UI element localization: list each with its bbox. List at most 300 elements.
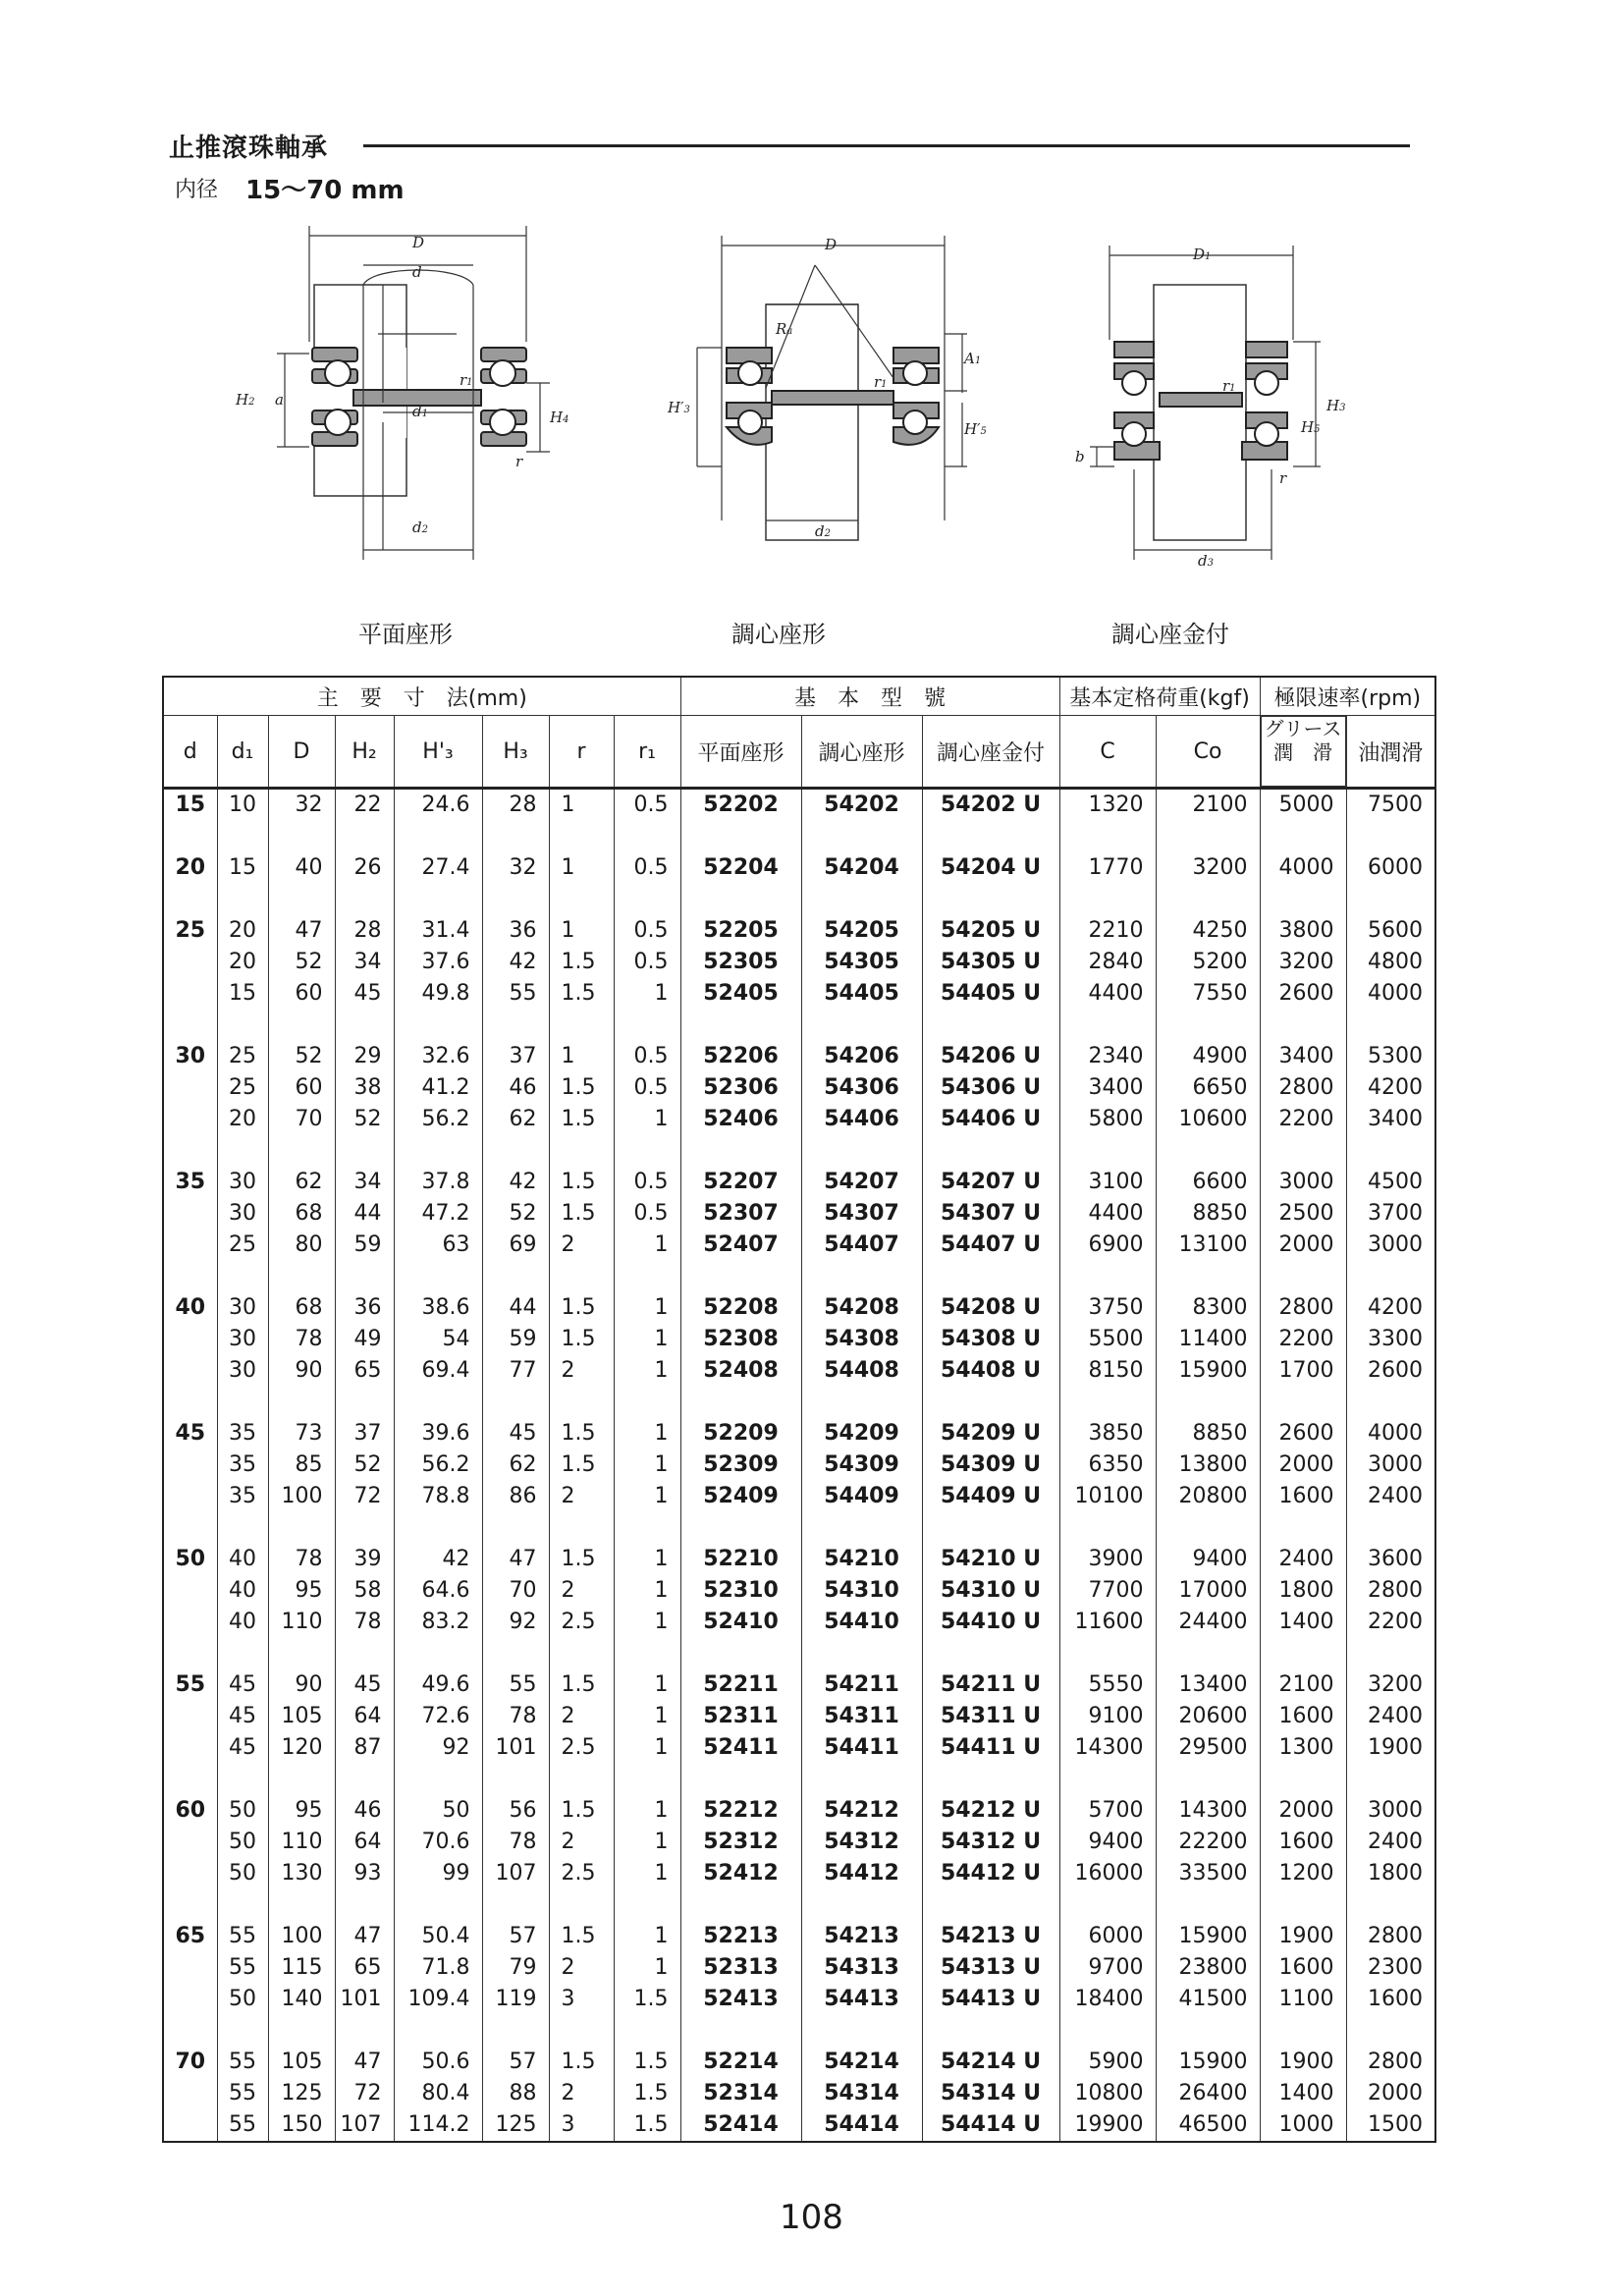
spacer-cell — [217, 1135, 268, 1167]
table-row — [163, 1072, 1435, 1104]
table-cell: 2400 — [1346, 1481, 1435, 1512]
svg-text:d2: d2 — [412, 519, 428, 536]
diagram-label-flat: 平面座形 — [358, 621, 453, 648]
table-cell: 45 — [217, 1701, 268, 1732]
group-spacer — [163, 2015, 1435, 2047]
spacer-cell — [268, 1512, 335, 1544]
table-cell: 71.8 — [394, 1952, 482, 1984]
table-row — [163, 978, 1435, 1010]
table-cell: 1320 — [1059, 789, 1156, 822]
table-cell: 72.6 — [394, 1701, 482, 1732]
spacer-cell — [394, 884, 482, 915]
table-cell: 54311 U — [922, 1701, 1059, 1732]
table-cell: 40 — [217, 1544, 268, 1575]
table-cell: 2000 — [1260, 1449, 1346, 1481]
table-cell: 2600 — [1260, 978, 1346, 1010]
group-spacer — [163, 1638, 1435, 1669]
spacer-cell — [394, 1764, 482, 1795]
table-cell: 30 — [217, 1198, 268, 1230]
table-cell: 2210 — [1059, 915, 1156, 947]
table-cell: 42 — [482, 947, 549, 978]
bore-d-cell — [163, 1355, 217, 1387]
spacer-cell — [1059, 1261, 1156, 1292]
spacer-cell — [1156, 1764, 1260, 1795]
table-cell: 1 — [614, 1669, 680, 1701]
table-cell: 2 — [549, 1701, 614, 1732]
aligning-seat-diagram — [667, 236, 987, 540]
table-row — [163, 852, 1435, 884]
table-cell: 29 — [335, 1041, 394, 1072]
table-cell: 54204 — [801, 852, 922, 884]
table-cell: 3 — [549, 2109, 614, 2142]
spacer-cell — [335, 1889, 394, 1921]
table-cell: 31.4 — [394, 915, 482, 947]
table-cell: 3400 — [1260, 1041, 1346, 1072]
table-cell: 37 — [482, 1041, 549, 1072]
table-cell: 50 — [394, 1795, 482, 1827]
table-row — [163, 2078, 1435, 2109]
table-cell: 1500 — [1346, 2109, 1435, 2142]
table-cell: 54313 — [801, 1952, 922, 1984]
spacer-cell — [922, 884, 1059, 915]
table-cell: 54309 U — [922, 1449, 1059, 1481]
table-cell: 1.5 — [549, 1072, 614, 1104]
table-cell: 3000 — [1346, 1795, 1435, 1827]
bore-d-cell — [163, 2078, 217, 2109]
table-cell: 62 — [482, 1449, 549, 1481]
table-cell: 54214 U — [922, 2047, 1059, 2078]
svg-text:H5: H5 — [1301, 418, 1321, 436]
spacer-cell — [335, 1512, 394, 1544]
spacer-cell — [268, 1387, 335, 1418]
spacer-cell — [163, 1764, 217, 1795]
table-cell: 69.4 — [394, 1355, 482, 1387]
table-cell: 3 — [549, 1984, 614, 2015]
table-cell: 32 — [482, 852, 549, 884]
bore-d-cell: 35 — [163, 1167, 217, 1198]
table-cell: 5600 — [1346, 915, 1435, 947]
table-cell: 2 — [549, 1355, 614, 1387]
table-cell: 52 — [268, 947, 335, 978]
table-cell: 1600 — [1260, 1827, 1346, 1858]
spacer-cell — [482, 1261, 549, 1292]
spacer-cell — [680, 821, 801, 852]
table-row — [163, 1355, 1435, 1387]
spacer-cell — [1156, 2015, 1260, 2047]
column-header: r₁ — [614, 716, 680, 789]
bore-d-cell — [163, 1230, 217, 1261]
table-cell: 1600 — [1260, 1701, 1346, 1732]
spacer-cell — [922, 1261, 1059, 1292]
bore-label: 内径 — [175, 178, 219, 202]
table-cell: 1300 — [1260, 1732, 1346, 1764]
table-cell: 100 — [268, 1921, 335, 1952]
table-cell: 54210 — [801, 1544, 922, 1575]
table-cell: 15900 — [1156, 1921, 1260, 1952]
table-cell: 68 — [268, 1292, 335, 1324]
spacer-cell — [549, 1889, 614, 1921]
table-cell: 65 — [335, 1355, 394, 1387]
table-cell: 1800 — [1260, 1575, 1346, 1607]
table-cell: 14300 — [1156, 1795, 1260, 1827]
group-spacer — [163, 1387, 1435, 1418]
table-cell: 54209 U — [922, 1418, 1059, 1449]
table-cell: 2840 — [1059, 947, 1156, 978]
spacer-cell — [614, 1512, 680, 1544]
spacer-cell — [801, 1010, 922, 1041]
svg-text:d: d — [412, 263, 422, 281]
table-cell: 30 — [217, 1355, 268, 1387]
table-cell: 5550 — [1059, 1669, 1156, 1701]
spacer-cell — [163, 1387, 217, 1418]
table-cell: 83.2 — [394, 1607, 482, 1638]
spacer-cell — [335, 884, 394, 915]
table-cell: 40 — [217, 1575, 268, 1607]
table-cell: 54305 U — [922, 947, 1059, 978]
table-cell: 34 — [335, 947, 394, 978]
table-cell: 78 — [268, 1324, 335, 1355]
spacer-cell — [1059, 1638, 1156, 1669]
table-row — [163, 1701, 1435, 1732]
table-cell: 52 — [335, 1104, 394, 1135]
table-cell: 63 — [394, 1230, 482, 1261]
table-cell: 1 — [549, 915, 614, 947]
table-cell: 54306 U — [922, 1072, 1059, 1104]
table-cell: 70 — [268, 1104, 335, 1135]
spacer-cell — [549, 1387, 614, 1418]
table-cell: 41.2 — [394, 1072, 482, 1104]
svg-text:d1: d1 — [412, 403, 428, 420]
table-cell: 54409 U — [922, 1481, 1059, 1512]
svg-text:H4: H4 — [550, 409, 569, 426]
table-cell: 14300 — [1059, 1732, 1156, 1764]
bore-d-cell — [163, 1984, 217, 2015]
table-cell: 2000 — [1260, 1230, 1346, 1261]
table-cell: 2600 — [1346, 1355, 1435, 1387]
table-cell: 93 — [335, 1858, 394, 1889]
table-cell: 54205 U — [922, 915, 1059, 947]
spacer-cell — [1156, 1512, 1260, 1544]
table-cell: 52214 — [680, 2047, 801, 2078]
table-cell: 2200 — [1260, 1104, 1346, 1135]
spacer-cell — [394, 1889, 482, 1921]
bore-d-cell — [163, 1575, 217, 1607]
table-cell: 20600 — [1156, 1701, 1260, 1732]
column-header: 油潤滑 — [1346, 716, 1435, 789]
table-cell: 22200 — [1156, 1827, 1260, 1858]
table-cell: 54310 U — [922, 1575, 1059, 1607]
table-cell: 54308 — [801, 1324, 922, 1355]
group-spacer — [163, 1889, 1435, 1921]
table-cell: 3200 — [1260, 947, 1346, 978]
spacer-cell — [614, 1889, 680, 1921]
table-cell: 39 — [335, 1544, 394, 1575]
table-cell: 54305 — [801, 947, 922, 978]
table-cell: 140 — [268, 1984, 335, 2015]
table-cell: 56.2 — [394, 1449, 482, 1481]
table-cell: 54410 — [801, 1607, 922, 1638]
table-cell: 105 — [268, 1701, 335, 1732]
spacer-cell — [549, 2015, 614, 2047]
table-cell: 5200 — [1156, 947, 1260, 978]
table-cell: 78 — [482, 1827, 549, 1858]
table-cell: 54202 — [801, 789, 922, 822]
svg-text:d2: d2 — [815, 522, 831, 540]
table-cell: 10 — [217, 789, 268, 822]
spacer-cell — [394, 1638, 482, 1669]
table-cell: 49.8 — [394, 978, 482, 1010]
bearing-table — [162, 676, 1436, 2143]
table-cell: 3000 — [1260, 1167, 1346, 1198]
spacer-cell — [1346, 821, 1435, 852]
table-cell: 58 — [335, 1575, 394, 1607]
table-cell: 0.5 — [614, 1072, 680, 1104]
page-title: 止推滾珠軸承 — [169, 134, 329, 163]
svg-text:a: a — [275, 391, 284, 409]
table-row — [163, 1324, 1435, 1355]
table-cell: 1.5 — [549, 978, 614, 1010]
spacer-cell — [217, 2015, 268, 2047]
table-cell: 9400 — [1156, 1544, 1260, 1575]
spacer-cell — [482, 821, 549, 852]
table-cell: 1 — [549, 789, 614, 822]
table-cell: 24400 — [1156, 1607, 1260, 1638]
spacer-cell — [163, 1889, 217, 1921]
table-cell: 42 — [394, 1544, 482, 1575]
table-cell: 52212 — [680, 1795, 801, 1827]
table-cell: 1 — [614, 1230, 680, 1261]
spacer-cell — [335, 1010, 394, 1041]
table-cell: 2400 — [1346, 1827, 1435, 1858]
table-cell: 45 — [335, 1669, 394, 1701]
table-row — [163, 1544, 1435, 1575]
table-cell: 2500 — [1260, 1198, 1346, 1230]
table-cell: 6600 — [1156, 1167, 1260, 1198]
table-cell: 54405 U — [922, 978, 1059, 1010]
spacer-cell — [549, 1512, 614, 1544]
spacer-cell — [614, 1764, 680, 1795]
table-cell: 15 — [217, 978, 268, 1010]
table-cell: 114.2 — [394, 2109, 482, 2142]
spacer-cell — [1260, 821, 1346, 852]
spacer-cell — [1260, 1889, 1346, 1921]
table-cell: 54202 U — [922, 789, 1059, 822]
table-cell: 54207 — [801, 1167, 922, 1198]
table-cell: 52414 — [680, 2109, 801, 2142]
table-cell: 2800 — [1346, 2047, 1435, 2078]
column-header: H₂ — [335, 716, 394, 789]
table-cell: 52202 — [680, 789, 801, 822]
table-cell: 4200 — [1346, 1072, 1435, 1104]
table-cell: 8300 — [1156, 1292, 1260, 1324]
table-cell: 1600 — [1260, 1481, 1346, 1512]
spacer-cell — [217, 821, 268, 852]
group-header-loads: 基本定格荷重(kgf) — [1059, 677, 1260, 716]
table-cell: 2 — [549, 1230, 614, 1261]
spacer-cell — [549, 1764, 614, 1795]
table-cell: 4000 — [1346, 1418, 1435, 1449]
table-cell: 78 — [482, 1701, 549, 1732]
column-header: グリース潤 滑 — [1261, 716, 1346, 787]
column-header: C — [1059, 716, 1156, 789]
table-cell: 2.5 — [549, 1607, 614, 1638]
table-cell: 11600 — [1059, 1607, 1156, 1638]
spacer-cell — [163, 1638, 217, 1669]
table-cell: 0.5 — [614, 1198, 680, 1230]
spacer-cell — [1059, 1387, 1156, 1418]
table-cell: 52210 — [680, 1544, 801, 1575]
spacer-cell — [268, 1010, 335, 1041]
group-spacer — [163, 1135, 1435, 1167]
table-cell: 92 — [482, 1607, 549, 1638]
table-cell: 80.4 — [394, 2078, 482, 2109]
table-cell: 2800 — [1260, 1292, 1346, 1324]
table-row — [163, 1198, 1435, 1230]
spacer-cell — [549, 1010, 614, 1041]
group-spacer — [163, 821, 1435, 852]
table-cell: 47 — [335, 1921, 394, 1952]
spacer-cell — [163, 1261, 217, 1292]
table-cell: 2100 — [1260, 1669, 1346, 1701]
table-cell: 57 — [482, 2047, 549, 2078]
spacer-cell — [1156, 1261, 1260, 1292]
spacer-cell — [922, 1387, 1059, 1418]
table-cell: 110 — [268, 1607, 335, 1638]
table-cell: 2 — [549, 1952, 614, 1984]
table-row — [163, 915, 1435, 947]
table-cell: 62 — [482, 1104, 549, 1135]
spacer-cell — [394, 2015, 482, 2047]
spacer-cell — [680, 1638, 801, 1669]
column-header: d — [163, 716, 217, 789]
svg-text:r: r — [1279, 469, 1287, 487]
bore-d-cell — [163, 1952, 217, 1984]
table-cell: 54 — [394, 1324, 482, 1355]
table-cell: 50 — [217, 1984, 268, 2015]
table-cell: 13800 — [1156, 1449, 1260, 1481]
table-cell: 2 — [549, 1827, 614, 1858]
spacer-cell — [1260, 1638, 1346, 1669]
table-cell: 44 — [335, 1198, 394, 1230]
table-cell: 85 — [268, 1449, 335, 1481]
table-row — [163, 1449, 1435, 1481]
group-header-types: 基 本 型 號 — [680, 677, 1059, 716]
spacer-cell — [801, 1764, 922, 1795]
column-header: 平面座形 — [680, 716, 801, 789]
svg-text:H2: H2 — [236, 391, 255, 409]
table-cell: 52204 — [680, 852, 801, 884]
table-cell: 52311 — [680, 1701, 801, 1732]
table-row — [163, 1795, 1435, 1827]
table-cell: 52 — [335, 1449, 394, 1481]
spacer-cell — [1156, 1638, 1260, 1669]
spacer-cell — [1059, 1010, 1156, 1041]
bore-d-cell: 60 — [163, 1795, 217, 1827]
table-cell: 54411 U — [922, 1732, 1059, 1764]
table-cell: 130 — [268, 1858, 335, 1889]
spacer-cell — [394, 821, 482, 852]
spacer-cell — [268, 884, 335, 915]
table-cell: 0.5 — [614, 1167, 680, 1198]
table-cell: 2340 — [1059, 1041, 1156, 1072]
spacer-cell — [680, 1261, 801, 1292]
bore-d-cell — [163, 1072, 217, 1104]
table-cell: 1.5 — [549, 1198, 614, 1230]
table-cell: 54313 U — [922, 1952, 1059, 1984]
bore-d-cell — [163, 1104, 217, 1135]
table-cell: 34 — [335, 1167, 394, 1198]
table-cell: 36 — [482, 915, 549, 947]
table-cell: 3400 — [1346, 1104, 1435, 1135]
spacer-cell — [335, 1261, 394, 1292]
table-cell: 4000 — [1346, 978, 1435, 1010]
table-cell: 30 — [217, 1292, 268, 1324]
spacer-cell — [801, 884, 922, 915]
table-body — [163, 789, 1435, 2143]
column-header: H'₃ — [394, 716, 482, 789]
table-cell: 54411 — [801, 1732, 922, 1764]
spacer-cell — [482, 1135, 549, 1167]
bore-d-cell: 25 — [163, 915, 217, 947]
spacer-cell — [614, 1010, 680, 1041]
table-cell: 1 — [614, 1418, 680, 1449]
spacer-cell — [335, 821, 394, 852]
spacer-cell — [394, 1387, 482, 1418]
table-cell: 54406 U — [922, 1104, 1059, 1135]
table-cell: 52213 — [680, 1921, 801, 1952]
table-cell: 70 — [482, 1575, 549, 1607]
table-cell: 2.5 — [549, 1732, 614, 1764]
spacer-cell — [1156, 1889, 1260, 1921]
table-cell: 95 — [268, 1795, 335, 1827]
table-cell: 2 — [549, 1481, 614, 1512]
table-cell: 1 — [614, 1449, 680, 1481]
table-row — [163, 1230, 1435, 1261]
table-cell: 1700 — [1260, 1355, 1346, 1387]
table-cell: 1900 — [1260, 2047, 1346, 2078]
table-cell: 0.5 — [614, 789, 680, 822]
spacer-cell — [482, 1512, 549, 1544]
spacer-cell — [680, 1512, 801, 1544]
spacer-cell — [1346, 1135, 1435, 1167]
table-cell: 1 — [614, 1607, 680, 1638]
table-row — [163, 1984, 1435, 2015]
table-cell: 55 — [482, 1669, 549, 1701]
table-cell: 78.8 — [394, 1481, 482, 1512]
table-cell: 4250 — [1156, 915, 1260, 947]
table-cell: 47 — [335, 2047, 394, 2078]
table-cell: 9100 — [1059, 1701, 1156, 1732]
washer-seat-diagram — [1075, 246, 1345, 570]
table-cell: 125 — [482, 2109, 549, 2142]
spacer-cell — [1156, 1010, 1260, 1041]
table-cell: 3600 — [1346, 1544, 1435, 1575]
spacer-cell — [614, 884, 680, 915]
table-cell: 88 — [482, 2078, 549, 2109]
table-cell: 3000 — [1346, 1230, 1435, 1261]
table-cell: 1000 — [1260, 2109, 1346, 2142]
table-cell: 1.5 — [549, 1795, 614, 1827]
svg-text:b: b — [1075, 448, 1085, 465]
svg-text:r1: r1 — [874, 373, 888, 391]
table-cell: 5000 — [1260, 789, 1346, 822]
spacer-cell — [680, 1135, 801, 1167]
table-cell: 120 — [268, 1732, 335, 1764]
table-cell: 1 — [614, 1544, 680, 1575]
table-cell: 1 — [549, 1041, 614, 1072]
table-cell: 54314 — [801, 2078, 922, 2109]
table-cell: 6900 — [1059, 1230, 1156, 1261]
